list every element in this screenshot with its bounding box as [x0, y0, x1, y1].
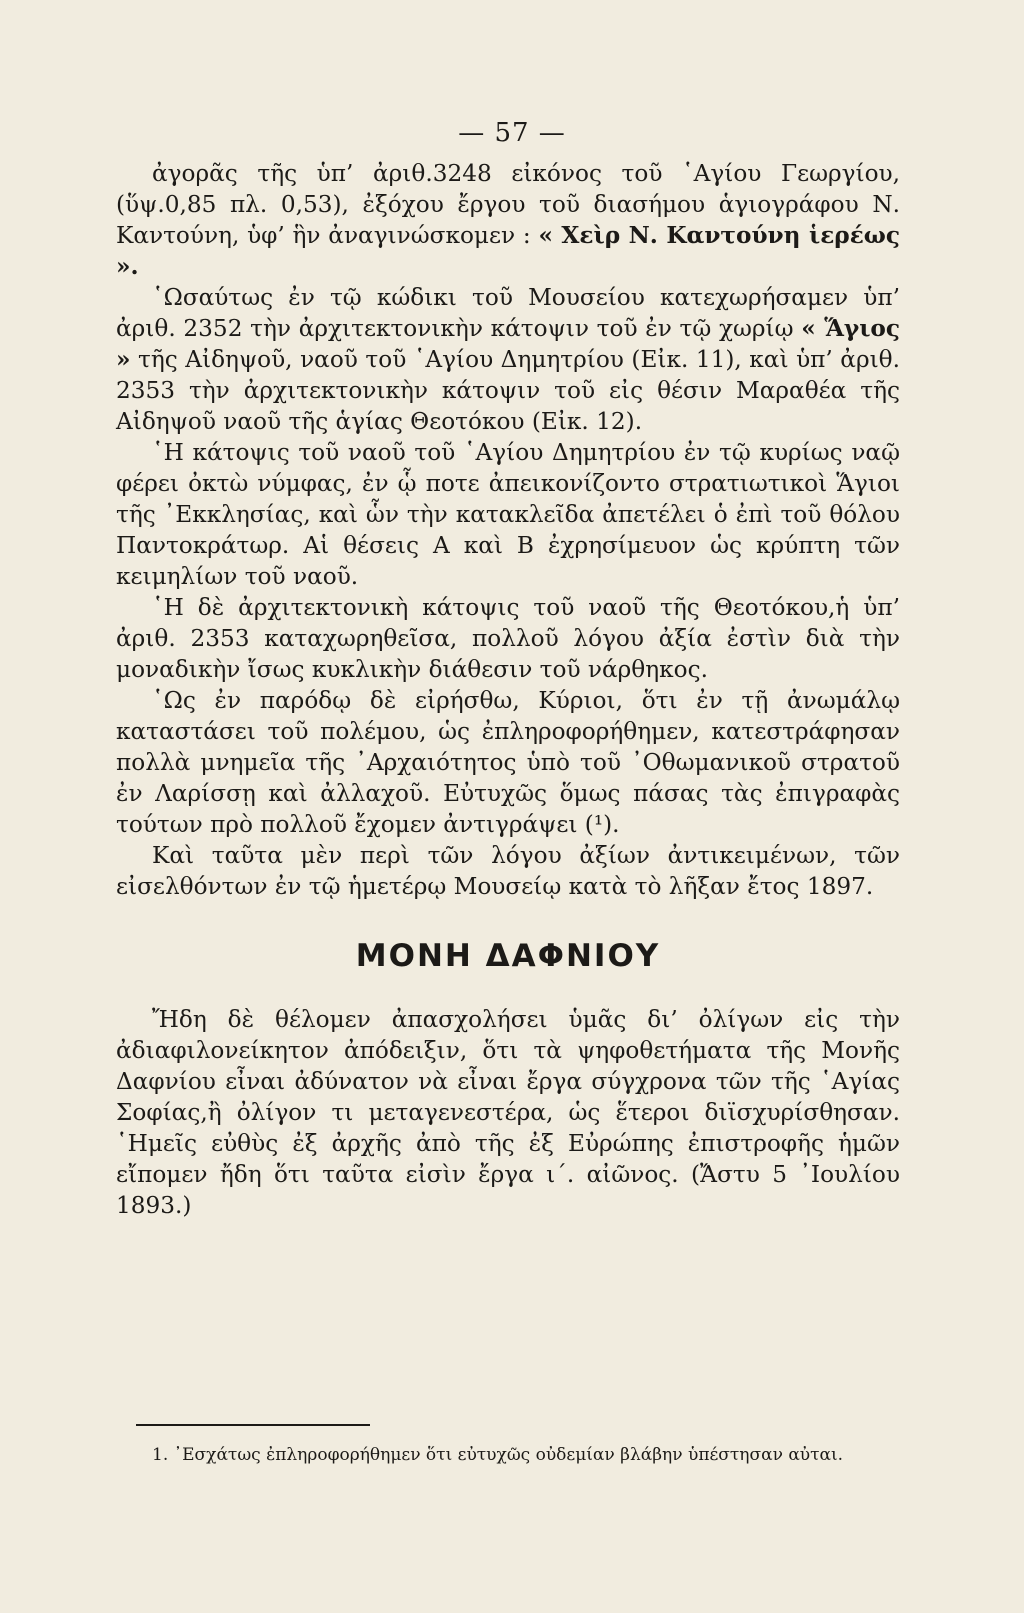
footnote-separator: [136, 1424, 370, 1426]
paragraph-1-text: ἀγορᾶς τῆς ὑπ’ ἀριθ.3248 εἰκόνος τοῦ ῾Αγίου Γεωργίου, (ὕψ.0,85 πλ. 0,53), ἐξόχου ἔργου τοῦ διασήμου ἁγιογράφου Ν. Καντούνη, ὑφ’ ἣν ἀναγινώσκομεν :: [116, 160, 900, 249]
paragraph-1: [116, 158, 900, 282]
paragraph-4: ῾Η δὲ ἀρχιτεκτονικὴ κάτοψις τοῦ ναοῦ τῆς Θεοτόκου,ἡ ὑπ’ ἀριθ. 2353 καταχωρηθεῖσα, πολλοῦ λόγου ἀξία ἐστὶν διὰ τὴν μοναδικὴν ἴσως κυκλικὴν διάθεσιν τοῦ νάρθηκος.: [116, 594, 900, 683]
paragraph-7: Ἤδη δὲ θέλομεν ἀπασχολήσει ὑμᾶς δι’ ὀλίγων εἰς τὴν ἀδιαφιλονείκητον ἀπόδειξιν, ὅτι τὰ ψηφοθετήματα τῆς Μονῆς Δαφνίου εἶναι ἀδύνατον νὰ εἶναι ἔργα σύγχρονα τῶν τῆς ῾Αγίας Σοφίας,ἢ ὀλίγον τι μεταγενεστέρα, ὡς ἕτεροι διϊσχυρίσθησαν. ῾Ημεῖς εὐθὺς ἐξ ἀρχῆς ἀπὸ τῆς ἐξ Εὐρώπης ἐπιστροφῆς ἡμῶν εἴπομεν ἤδη ὅτι ταῦτα εἰσὶν ἔργα ι΄. αἰῶνος. (Ἄστυ 5 ᾿Ιουλίου 1893.): [116, 1006, 900, 1219]
paragraph-5: ῾Ως ἐν παρόδῳ δὲ εἰρήσθω, Κύριοι, ὅτι ἐν τῇ ἀνωμάλῳ καταστάσει τοῦ πολέμου, ὡς ἐπληροφορήθημεν, κατεστράφησαν πολλὰ μνημεῖα τῆς ᾿Αρχαιότητος ὑπὸ τοῦ ᾿Οθωμανικοῦ στρατοῦ ἐν Λαρίσσῃ καὶ ἀλλαχοῦ. Εὐτυχῶς ὅμως πάσας τὰς ἐπιγραφὰς τούτων πρὸ πολλοῦ ἔχομεν ἀντιγράψει (¹).: [116, 687, 900, 838]
page-number: — 57 —: [458, 118, 566, 148]
inscription-quote: « Χεὶρ Ν. Καντούνη ἱερέως ».: [116, 222, 900, 280]
section-heading: ΜΟΝΗ ΔΑΦΝΙΟΥ: [355, 938, 661, 974]
village-name: « Ἅγιος »: [116, 315, 900, 373]
paragraph-2: [116, 282, 900, 437]
paragraph-3: ῾Η κάτοψις τοῦ ναοῦ τοῦ ῾Αγίου Δημητρίου ἐν τῷ κυρίως ναῷ φέρει ὀκτὼ νύμφας, ἐν ᾧ ποτε ἀπεικονίζοντο στρατιωτικοὶ Ἅγιοι τῆς ᾿Εκκλησίας, καὶ ὧν τὴν κατακλεῖδα ἀπετέλει ὁ ἐπὶ τοῦ θόλου Παντοκράτωρ. Αἱ θέσεις A καὶ B ἐχρησίμευον ὡς κρύπτη τῶν κειμηλίων τοῦ ναοῦ.: [116, 439, 900, 590]
paragraph-2-rest: τῆς Αἰδηψοῦ, ναοῦ τοῦ ῾Αγίου Δημητρίου (Εἰκ. 11), καὶ ὑπ’ ἀριθ. 2353 τὴν ἀρχιτεκτονικὴν κάτοψιν τοῦ εἰς θέσιν Μαραθέα τῆς Αἰδηψοῦ ναοῦ τῆς ἁγίας Θεοτόκου (Εἰκ. 12).: [116, 346, 901, 435]
footnote: 1. ᾿Εσχάτως ἐπληροφορήθημεν ὅτι εὐτυχῶς οὐδεμίαν βλάβην ὑπέστησαν αὐται.: [152, 1445, 844, 1465]
main-text: [116, 158, 900, 1221]
paragraph-2-text: ῾Ωσαύτως ἐν τῷ κώδικι τοῦ Μουσείου κατεχωρήσαμεν ὑπ’ ἀριθ. 2352 τὴν ἀρχιτεκτονικὴν κάτοψιν τοῦ ἐν τῷ χωρίῳ: [116, 284, 900, 342]
paragraph-6: Καὶ ταῦτα μὲν περὶ τῶν λόγου ἀξίων ἀντικειμένων, τῶν εἰσελθόντων ἐν τῷ ἡμετέρῳ Μουσείῳ κατὰ τὸ λῆξαν ἔτος 1897.: [116, 842, 900, 900]
